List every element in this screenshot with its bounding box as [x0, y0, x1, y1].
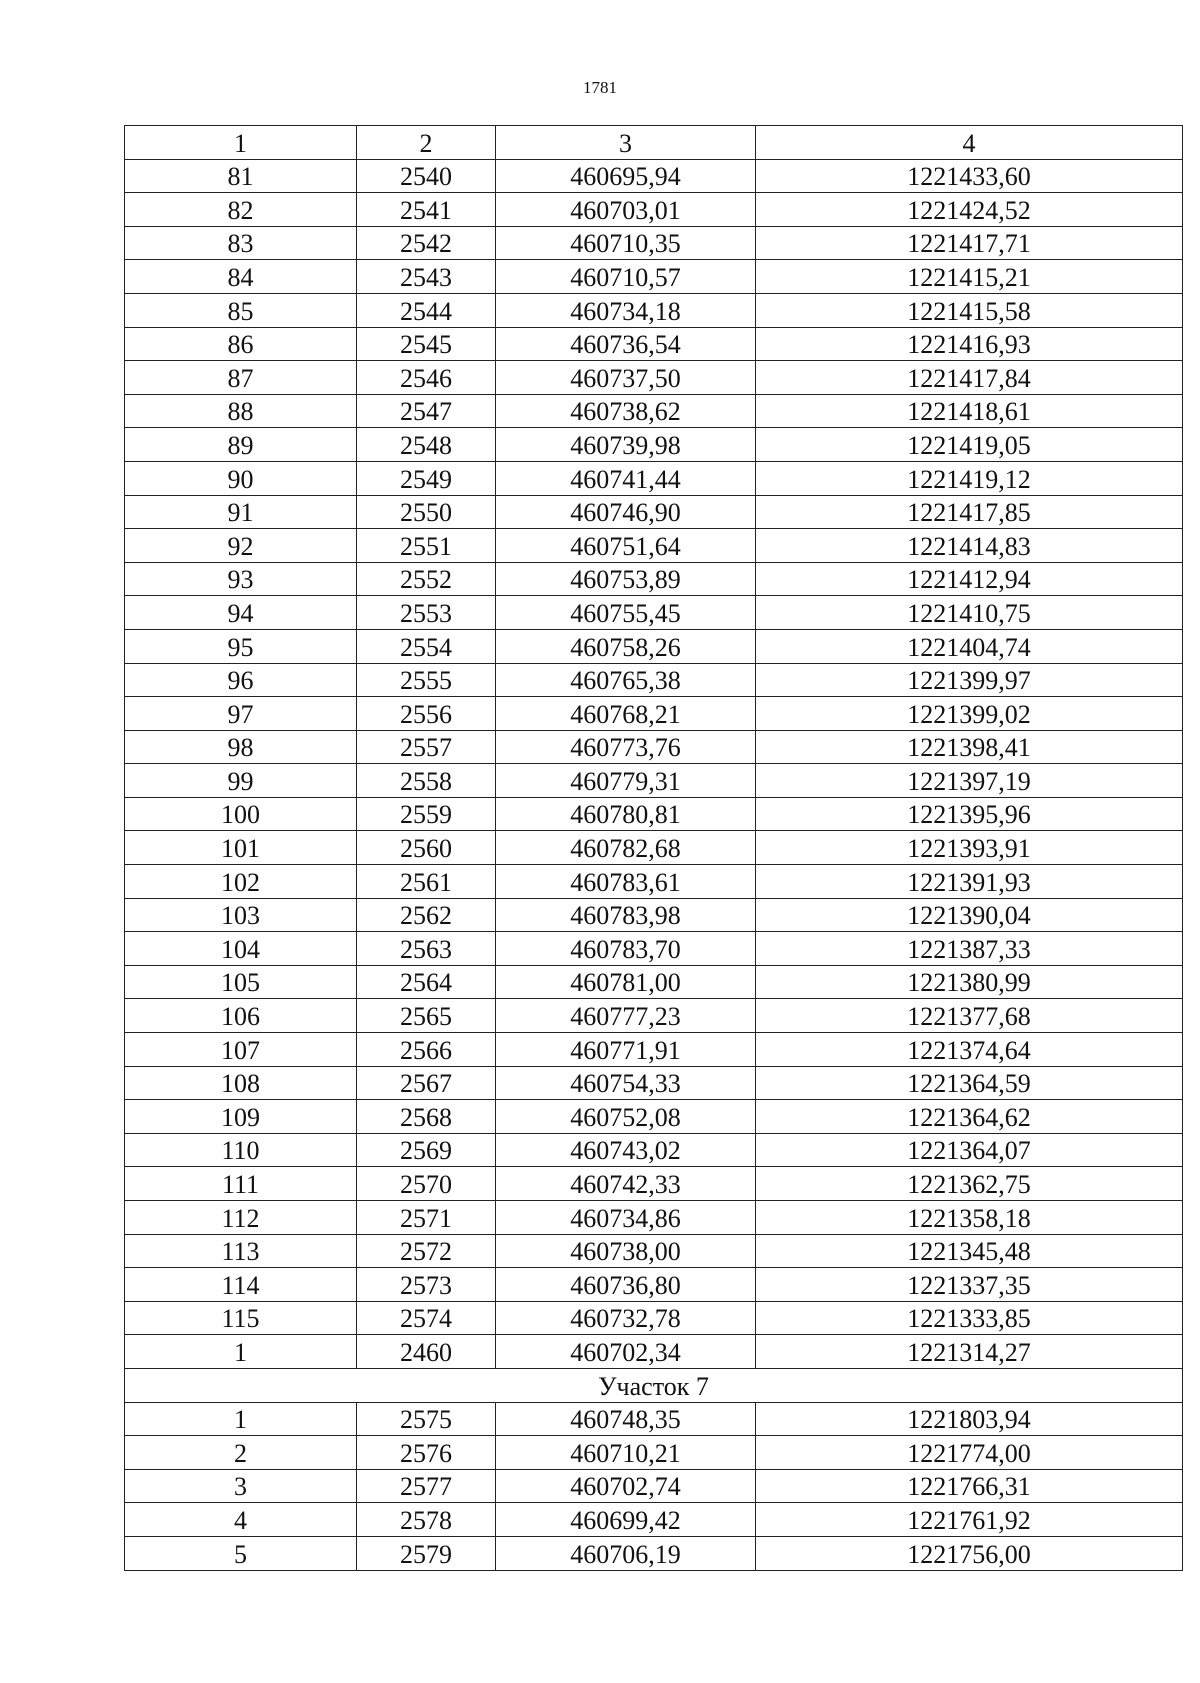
table-cell: 1221364,07: [756, 1133, 1183, 1167]
table-cell: 2557: [357, 730, 496, 764]
table-cell: 1221803,94: [756, 1402, 1183, 1436]
table-cell: 1221397,19: [756, 764, 1183, 798]
table-cell: 115: [125, 1301, 357, 1335]
table-row: [125, 1335, 1183, 1369]
table-row: [125, 1469, 1183, 1503]
table-cell: 2: [125, 1436, 357, 1470]
table-cell: 3: [125, 1469, 357, 1503]
table-cell: 1221419,05: [756, 428, 1183, 462]
table-cell: 460736,80: [496, 1268, 756, 1302]
table-cell: 1221391,93: [756, 865, 1183, 899]
table-cell: 1221761,92: [756, 1503, 1183, 1537]
page-number: 1781: [583, 78, 617, 97]
table-cell: 460741,44: [496, 461, 756, 495]
table-cell: 1221415,21: [756, 260, 1183, 294]
table-cell: 1221314,27: [756, 1335, 1183, 1369]
table-cell: 2573: [357, 1268, 496, 1302]
table-cell: 1221414,83: [756, 529, 1183, 563]
table-cell: 97: [125, 697, 357, 731]
table-cell: 460738,62: [496, 394, 756, 428]
table-cell: 460743,02: [496, 1133, 756, 1167]
table-cell: 460746,90: [496, 495, 756, 529]
table-cell: 2544: [357, 293, 496, 327]
table-cell: 460783,61: [496, 865, 756, 899]
table-cell: 460773,76: [496, 730, 756, 764]
table-cell: 82: [125, 193, 357, 227]
table-cell: 1221418,61: [756, 394, 1183, 428]
table-cell: 460738,00: [496, 1234, 756, 1268]
table-cell: 460783,70: [496, 932, 756, 966]
table-row: [125, 260, 1183, 294]
table-cell: 460706,19: [496, 1536, 756, 1570]
table-row: [125, 932, 1183, 966]
table-row: [125, 1402, 1183, 1436]
table-row: [125, 965, 1183, 999]
table-cell: 2575: [357, 1402, 496, 1436]
table-cell: 1221395,96: [756, 797, 1183, 831]
table-cell: 2548: [357, 428, 496, 462]
table-row: [125, 293, 1183, 327]
table-cell: 2556: [357, 697, 496, 731]
table-cell: 1221393,91: [756, 831, 1183, 865]
table-cell: 101: [125, 831, 357, 865]
table-cell: 1221399,97: [756, 663, 1183, 697]
table-cell: 1221766,31: [756, 1469, 1183, 1503]
table-cell: 460753,89: [496, 562, 756, 596]
table-row: [125, 1100, 1183, 1134]
table-cell: 460768,21: [496, 697, 756, 731]
table-cell: 114: [125, 1268, 357, 1302]
table-cell: 1221399,02: [756, 697, 1183, 731]
table-cell: 460783,98: [496, 898, 756, 932]
table-cell: 460755,45: [496, 596, 756, 630]
table-cell: 2543: [357, 260, 496, 294]
table-cell: 2560: [357, 831, 496, 865]
table-cell: 104: [125, 932, 357, 966]
table-cell: 108: [125, 1066, 357, 1100]
table-row: [125, 865, 1183, 899]
section-header-group: [125, 1368, 1183, 1402]
table-cell: 5: [125, 1536, 357, 1570]
table-cell: 1221774,00: [756, 1436, 1183, 1470]
table-cell: 2567: [357, 1066, 496, 1100]
table-row: [125, 1066, 1183, 1100]
table-cell: 87: [125, 361, 357, 395]
table-cell: 460779,31: [496, 764, 756, 798]
table-cell: 2549: [357, 461, 496, 495]
table-cell: 460702,74: [496, 1469, 756, 1503]
table-cell: 2552: [357, 562, 496, 596]
table-cell: 90: [125, 461, 357, 495]
table-row: [125, 1201, 1183, 1235]
table-cell: 460734,18: [496, 293, 756, 327]
table-cell: 460736,54: [496, 327, 756, 361]
table-cell: 1221364,62: [756, 1100, 1183, 1134]
table-cell: 460777,23: [496, 999, 756, 1033]
table-cell: 111: [125, 1167, 357, 1201]
table-cell: 2579: [357, 1536, 496, 1570]
table-cell: 99: [125, 764, 357, 798]
table-cell: 96: [125, 663, 357, 697]
table-row: [125, 697, 1183, 731]
table-row: [125, 562, 1183, 596]
table-cell: 460751,64: [496, 529, 756, 563]
table-cell: 1221387,33: [756, 932, 1183, 966]
table-cell: 1221333,85: [756, 1301, 1183, 1335]
table-row: [125, 361, 1183, 395]
table-row: [125, 461, 1183, 495]
table-cell: 460734,86: [496, 1201, 756, 1235]
table-cell: 1221374,64: [756, 1033, 1183, 1067]
table-cell: 2553: [357, 596, 496, 630]
table-cell: 95: [125, 629, 357, 663]
table-cell: 460710,57: [496, 260, 756, 294]
table-cell: 4: [125, 1503, 357, 1537]
table-cell: 105: [125, 965, 357, 999]
table-cell: 1221358,18: [756, 1201, 1183, 1235]
table-cell: 84: [125, 260, 357, 294]
table-cell: 106: [125, 999, 357, 1033]
table-row: [125, 663, 1183, 697]
table-cell: 1221417,85: [756, 495, 1183, 529]
table-cell: 2576: [357, 1436, 496, 1470]
table-cell: 460739,98: [496, 428, 756, 462]
table-row: [125, 999, 1183, 1033]
table-row: [125, 831, 1183, 865]
table-cell: 1: [125, 1335, 357, 1369]
table-cell: 2554: [357, 629, 496, 663]
table-row: [125, 193, 1183, 227]
table-row: [125, 159, 1183, 193]
table-cell: 89: [125, 428, 357, 462]
table-cell: 2562: [357, 898, 496, 932]
table-cell: 1221410,75: [756, 596, 1183, 630]
table-cell: 1221390,04: [756, 898, 1183, 932]
table-row: [125, 327, 1183, 361]
table-cell: 2460: [357, 1335, 496, 1369]
column-header: 4: [756, 126, 1183, 160]
table-row: [125, 529, 1183, 563]
table-cell: 1221345,48: [756, 1234, 1183, 1268]
table-cell: 460710,21: [496, 1436, 756, 1470]
table-row: [125, 1536, 1183, 1570]
table-cell: 2540: [357, 159, 496, 193]
table-cell: 2577: [357, 1469, 496, 1503]
table-cell: 460703,01: [496, 193, 756, 227]
table-row: [125, 1033, 1183, 1067]
column-header: 1: [125, 126, 357, 160]
table-cell: 460742,33: [496, 1167, 756, 1201]
table-cell: 102: [125, 865, 357, 899]
table-row: [125, 394, 1183, 428]
table-cell: 1221412,94: [756, 562, 1183, 596]
table-cell: 1221417,71: [756, 226, 1183, 260]
coordinates-table: [124, 125, 1183, 1571]
table-cell: 2550: [357, 495, 496, 529]
table-cell: 2561: [357, 865, 496, 899]
table-row: [125, 764, 1183, 798]
table-cell: 2555: [357, 663, 496, 697]
table-cell: 2558: [357, 764, 496, 798]
table-cell: 1221398,41: [756, 730, 1183, 764]
table-cell: 1221417,84: [756, 361, 1183, 395]
table-row: [125, 495, 1183, 529]
table-cell: 2563: [357, 932, 496, 966]
table-row: [125, 797, 1183, 831]
table-cell: 92: [125, 529, 357, 563]
table-cell: 2574: [357, 1301, 496, 1335]
table-cell: 94: [125, 596, 357, 630]
table-cell: 1221419,12: [756, 461, 1183, 495]
table-cell: 1221416,93: [756, 327, 1183, 361]
rows-after-section: [125, 1402, 1183, 1570]
table-cell: 107: [125, 1033, 357, 1067]
table-cell: 1221364,59: [756, 1066, 1183, 1100]
column-header: 2: [357, 126, 496, 160]
table-cell: 103: [125, 898, 357, 932]
table-cell: 109: [125, 1100, 357, 1134]
table-row: [125, 428, 1183, 462]
table-row: [125, 1436, 1183, 1470]
table-row: [125, 1234, 1183, 1268]
table-cell: 2542: [357, 226, 496, 260]
table-cell: 460737,50: [496, 361, 756, 395]
table-cell: 100: [125, 797, 357, 831]
table-cell: 460748,35: [496, 1402, 756, 1436]
table-cell: 81: [125, 159, 357, 193]
table-cell: 1: [125, 1402, 357, 1436]
table-cell: 1221337,35: [756, 1268, 1183, 1302]
table-cell: 2564: [357, 965, 496, 999]
table-cell: 2566: [357, 1033, 496, 1067]
table-cell: 1221380,99: [756, 965, 1183, 999]
table-cell: 2546: [357, 361, 496, 395]
table-cell: 1221756,00: [756, 1536, 1183, 1570]
table-row: [125, 1167, 1183, 1201]
table-cell: 2547: [357, 394, 496, 428]
table-cell: 91: [125, 495, 357, 529]
table-cell: 88: [125, 394, 357, 428]
table-cell: 460780,81: [496, 797, 756, 831]
table-cell: 2568: [357, 1100, 496, 1134]
table-cell: 98: [125, 730, 357, 764]
table-cell: 2570: [357, 1167, 496, 1201]
table-row: [125, 1133, 1183, 1167]
table-cell: 460752,08: [496, 1100, 756, 1134]
table-cell: 1221377,68: [756, 999, 1183, 1033]
table-cell: 1221362,75: [756, 1167, 1183, 1201]
table-cell: 2541: [357, 193, 496, 227]
table-row: [125, 1268, 1183, 1302]
section-label: Участок 7: [125, 1368, 1183, 1402]
section-row: [125, 1368, 1183, 1402]
table-cell: 2572: [357, 1234, 496, 1268]
table-cell: 460732,78: [496, 1301, 756, 1335]
table-row: [125, 629, 1183, 663]
header-row: [125, 126, 1183, 160]
table-row: [125, 1503, 1183, 1537]
table-cell: 460710,35: [496, 226, 756, 260]
table-cell: 2571: [357, 1201, 496, 1235]
table-cell: 2545: [357, 327, 496, 361]
table-row: [125, 898, 1183, 932]
table-cell: 460695,94: [496, 159, 756, 193]
table-cell: 110: [125, 1133, 357, 1167]
table-cell: 460765,38: [496, 663, 756, 697]
table-cell: 86: [125, 327, 357, 361]
table-cell: 2565: [357, 999, 496, 1033]
table-cell: 2569: [357, 1133, 496, 1167]
table-cell: 112: [125, 1201, 357, 1235]
table-cell: 113: [125, 1234, 357, 1268]
table-cell: 460782,68: [496, 831, 756, 865]
table-cell: 460699,42: [496, 1503, 756, 1537]
table-cell: 2559: [357, 797, 496, 831]
table-cell: 2551: [357, 529, 496, 563]
table-cell: 460754,33: [496, 1066, 756, 1100]
rows-before-section: [125, 159, 1183, 1368]
table-row: [125, 730, 1183, 764]
table-cell: 1221415,58: [756, 293, 1183, 327]
table-cell: 460702,34: [496, 1335, 756, 1369]
table-row: [125, 226, 1183, 260]
table-row: [125, 1301, 1183, 1335]
table-cell: 1221433,60: [756, 159, 1183, 193]
table-cell: 83: [125, 226, 357, 260]
table-cell: 85: [125, 293, 357, 327]
column-header: 3: [496, 126, 756, 160]
table-cell: 93: [125, 562, 357, 596]
table-cell: 1221424,52: [756, 193, 1183, 227]
table-cell: 2578: [357, 1503, 496, 1537]
table-cell: 460781,00: [496, 965, 756, 999]
table-cell: 460758,26: [496, 629, 756, 663]
table-cell: 1221404,74: [756, 629, 1183, 663]
table-cell: 460771,91: [496, 1033, 756, 1067]
table-row: [125, 596, 1183, 630]
